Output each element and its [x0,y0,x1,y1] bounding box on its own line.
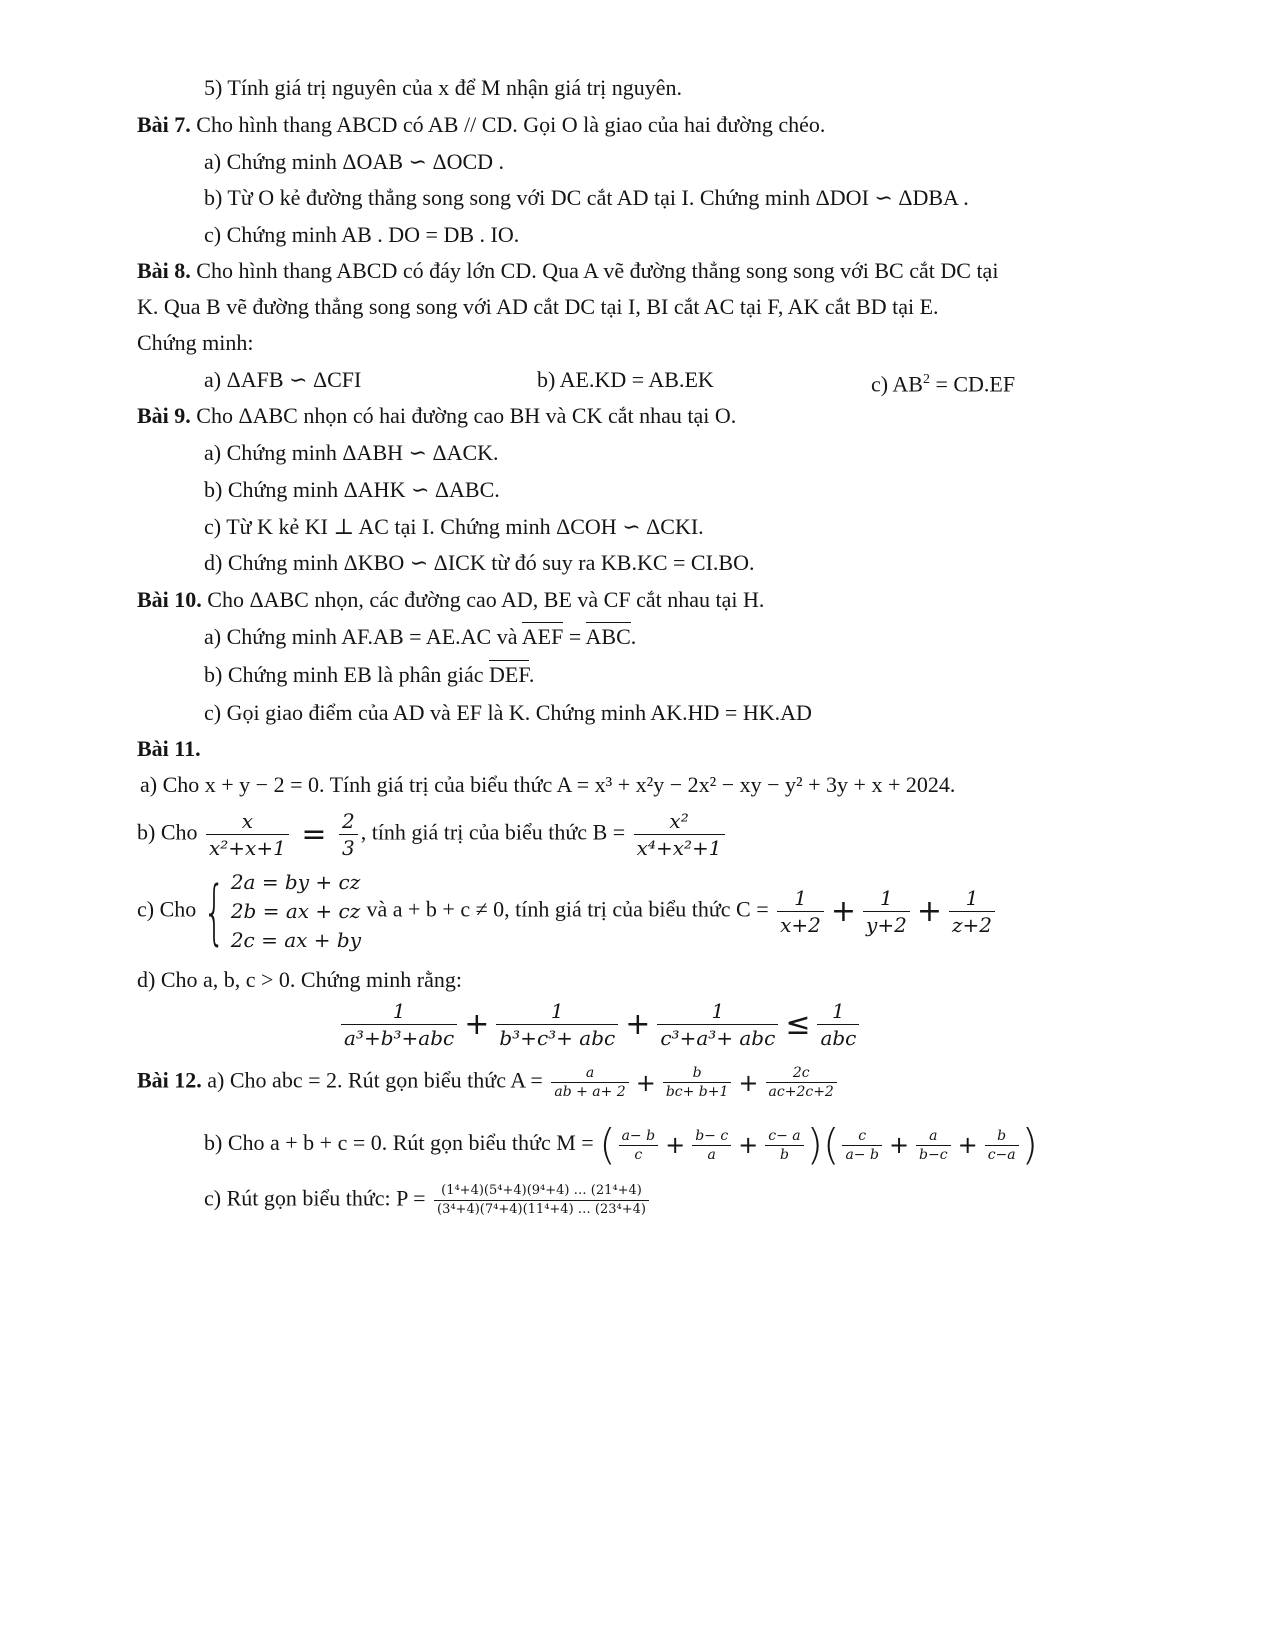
fraction [339,808,358,861]
numerator: c [842,1127,882,1146]
item-5-text: 5) Tính giá trị nguyên của x để M nhận giá trị nguyên. [204,75,682,100]
system-eq-1: 2a = by + cz [230,870,361,894]
less-equal-sign: ≤ [785,1006,811,1042]
right-paren-icon: ) [806,1120,824,1169]
numerator: 1 [777,885,824,912]
numerator: 1 [863,885,910,912]
numerator: x [206,808,289,835]
bai10-b-prefix: b) Chứng minh EB là phân giác [204,662,490,687]
fraction [634,808,725,861]
denominator: b [779,1146,789,1163]
bai7-text: Cho hình thang ABCD có AB // CD. Gọi O là giao của hai đường chéo. [196,112,826,137]
bai9-heading [137,402,736,430]
bai9-c: c) Từ K kẻ KI ⊥ AC tại I. Chứng minh ΔCOH ∽ ΔCKI. [204,514,704,539]
numerator: 1 [657,998,778,1025]
bai10-b [204,661,534,689]
fraction [692,1127,731,1164]
plus-sign: + [738,1068,759,1097]
bai9-a: a) Chứng minh ΔABH ∽ ΔACK. [204,440,499,465]
fraction [765,1127,803,1164]
bai12-c [204,1182,652,1219]
fraction [206,808,289,861]
bai12-title: Bài 12. [137,1067,202,1093]
fraction [916,1127,951,1164]
angle-aef: AEF [521,624,564,649]
bai10-a-prefix: a) Chứng minh AF.AB = AE.AC và [204,624,522,649]
denominator: x+2 [780,913,821,937]
numerator: a− b [619,1127,659,1146]
plus-sign: + [957,1131,978,1159]
bai12-b-prefix: b) Cho a + b + c = 0. Rút gọn biểu thức M = [204,1130,594,1156]
bai8-c-prefix: c) AB [871,371,923,397]
fraction [985,1127,1019,1164]
plus-sign: + [635,1068,656,1097]
denominator: a³+b³+abc [344,1026,455,1050]
bai9-title: Bài 9. [137,403,191,428]
fraction [341,998,457,1051]
denominator: x⁴+x²+1 [636,836,722,860]
denominator: abc [820,1026,857,1050]
denominator: c³+a³+ abc [660,1026,776,1050]
fraction [657,998,778,1051]
fraction [551,1064,628,1101]
bai10-b-end: . [528,662,535,687]
bai8-b: b) AE.KD = AB.EK [537,367,714,392]
bai10-title: Bài 10. [137,587,202,612]
numerator: 2 [339,808,358,835]
bai11-b-prefix: b) Cho [137,819,198,845]
numerator: x² [634,808,725,835]
bai10-a [204,623,636,651]
plus-sign: + [464,1006,490,1042]
numerator: b− c [692,1127,731,1146]
denominator: (3⁴+4)(7⁴+4)(11⁴+4) … (23⁴+4) [437,1202,646,1217]
fraction [766,1064,837,1101]
fraction [863,885,910,938]
bai7-title: Bài 7. [137,112,191,137]
bai8-a: a) ΔAFB ∽ ΔCFI [204,367,362,392]
fraction [949,885,995,938]
numerator: 2c [766,1064,837,1083]
bai11-c-mid: và a + b + c ≠ 0, tính giá trị của biểu thức C = [366,896,769,922]
bai11-d-inequality [338,998,862,1051]
bai7-a: a) Chứng minh ΔOAB ∽ ΔOCD . [204,149,505,174]
bai11-c [137,868,998,955]
bai9-text: Cho ΔABC nhọn có hai đường cao BH và CK cắt nhau tại O. [196,403,737,428]
bai10-a-end: . [630,624,637,649]
plus-sign: + [916,893,942,929]
fraction [434,1182,649,1219]
system-eq-3: 2c = ax + by [230,928,361,952]
bai8-c [871,366,1015,398]
denominator: 3 [341,836,355,860]
bai12-a-prefix: a) Cho abc = 2. Rút gọn biểu thức A = [207,1067,543,1093]
denominator: ab + a+ 2 [554,1084,626,1100]
denominator: c [634,1146,643,1163]
bai12-c-prefix: c) Rút gọn biểu thức: P = [204,1185,426,1211]
bai8-text1: Cho hình thang ABCD có đáy lớn CD. Qua A vẽ đường thẳng song song với BC cắt DC tại [196,258,999,283]
numerator: b [985,1127,1019,1146]
plus-sign: + [665,1131,686,1159]
bai10-heading [137,586,764,614]
bai7-b: b) Từ O kẻ đường thẳng song song với DC cắt AD tại I. Chứng minh ΔDOI ∽ ΔDBA . [204,185,969,210]
bai7-c: c) Chứng minh AB . DO = DB . IO. [204,222,520,247]
denominator: z+2 [951,913,992,937]
denominator: x²+x+1 [209,836,286,860]
bai11-b-mid: , tính giá trị của biểu thức B = [360,819,626,845]
bai12-b [204,1120,1039,1169]
fraction [663,1064,732,1101]
bai11-title: Bài 11. [137,736,201,761]
bai7-heading [137,111,825,139]
angle-abc: ABC [585,624,631,649]
denominator: bc+ b+1 [665,1084,729,1100]
left-paren-icon: ( [599,1120,616,1169]
bai11-b [137,808,728,861]
bai8-c-suffix: = CD.EF [929,371,1016,397]
equation-system [231,868,361,955]
fraction [817,998,859,1051]
numerator: 1 [949,885,995,912]
bai12-a [137,1064,840,1101]
bai9-d: d) Chứng minh ΔKBO ∽ ΔICK từ đó suy ra KB.KC = CI.BO. [204,550,755,575]
bai11-a: a) Cho x + y − 2 = 0. Tính giá trị của biểu thức A = x³ + x²y − 2x² − xy − y² + 3y + x + 2024. [140,772,956,797]
angle-def: DEF [489,662,529,687]
denominator: c−a [987,1146,1016,1163]
denominator: a− b [845,1146,879,1163]
right-paren-icon: ) [1021,1120,1039,1169]
plus-sign: + [738,1131,759,1159]
bai8-title: Bài 8. [137,258,191,283]
bai8-text2: K. Qua B vẽ đường thẳng song song với AD cắt DC tại I, BI cắt AC tại F, AK cắt BD tại E. [137,294,939,319]
bai8-text3: Chứng minh: [137,330,254,355]
plus-sign: + [625,1006,651,1042]
plus-sign: + [830,893,857,929]
numerator: 1 [496,998,618,1025]
denominator: a [707,1146,716,1163]
bai11-c-prefix: c) Cho [137,896,197,922]
equals-sign: = [301,816,327,852]
bai10-a-eq: = [563,624,586,649]
fraction [777,885,824,938]
numerator: c− a [765,1127,803,1146]
numerator: (1⁴+4)(5⁴+4)(9⁴+4) … (21⁴+4) [434,1182,649,1201]
numerator: 1 [817,998,859,1025]
plus-sign: + [888,1131,910,1159]
numerator: 1 [341,998,457,1025]
system-eq-2: 2b = ax + cz [230,899,361,923]
item-5 [204,74,682,102]
bai10-c: c) Gọi giao điểm của AD và EF là K. Chứng minh AK.HD = HK.AD [204,700,812,725]
denominator: y+2 [866,913,907,937]
denominator: ac+2c+2 [768,1084,834,1100]
bai9-b: b) Chứng minh ΔAHK ∽ ΔABC. [204,477,500,502]
bai11-d: d) Cho a, b, c > 0. Chứng minh rằng: [137,967,462,992]
denominator: b−c [919,1146,948,1163]
fraction [619,1127,659,1164]
fraction [842,1127,882,1164]
bai8-heading [137,257,998,285]
left-paren-icon: ( [823,1120,840,1169]
numerator: b [663,1064,732,1083]
numerator: a [916,1127,951,1146]
bai10-text: Cho ΔABC nhọn, các đường cao AD, BE và CF cắt nhau tại H. [207,587,765,612]
numerator: a [551,1064,628,1083]
brace-icon: { [203,870,226,953]
denominator: b³+c³+ abc [499,1026,616,1050]
fraction [496,998,618,1051]
bai8-c-sup: 2 [922,372,930,387]
